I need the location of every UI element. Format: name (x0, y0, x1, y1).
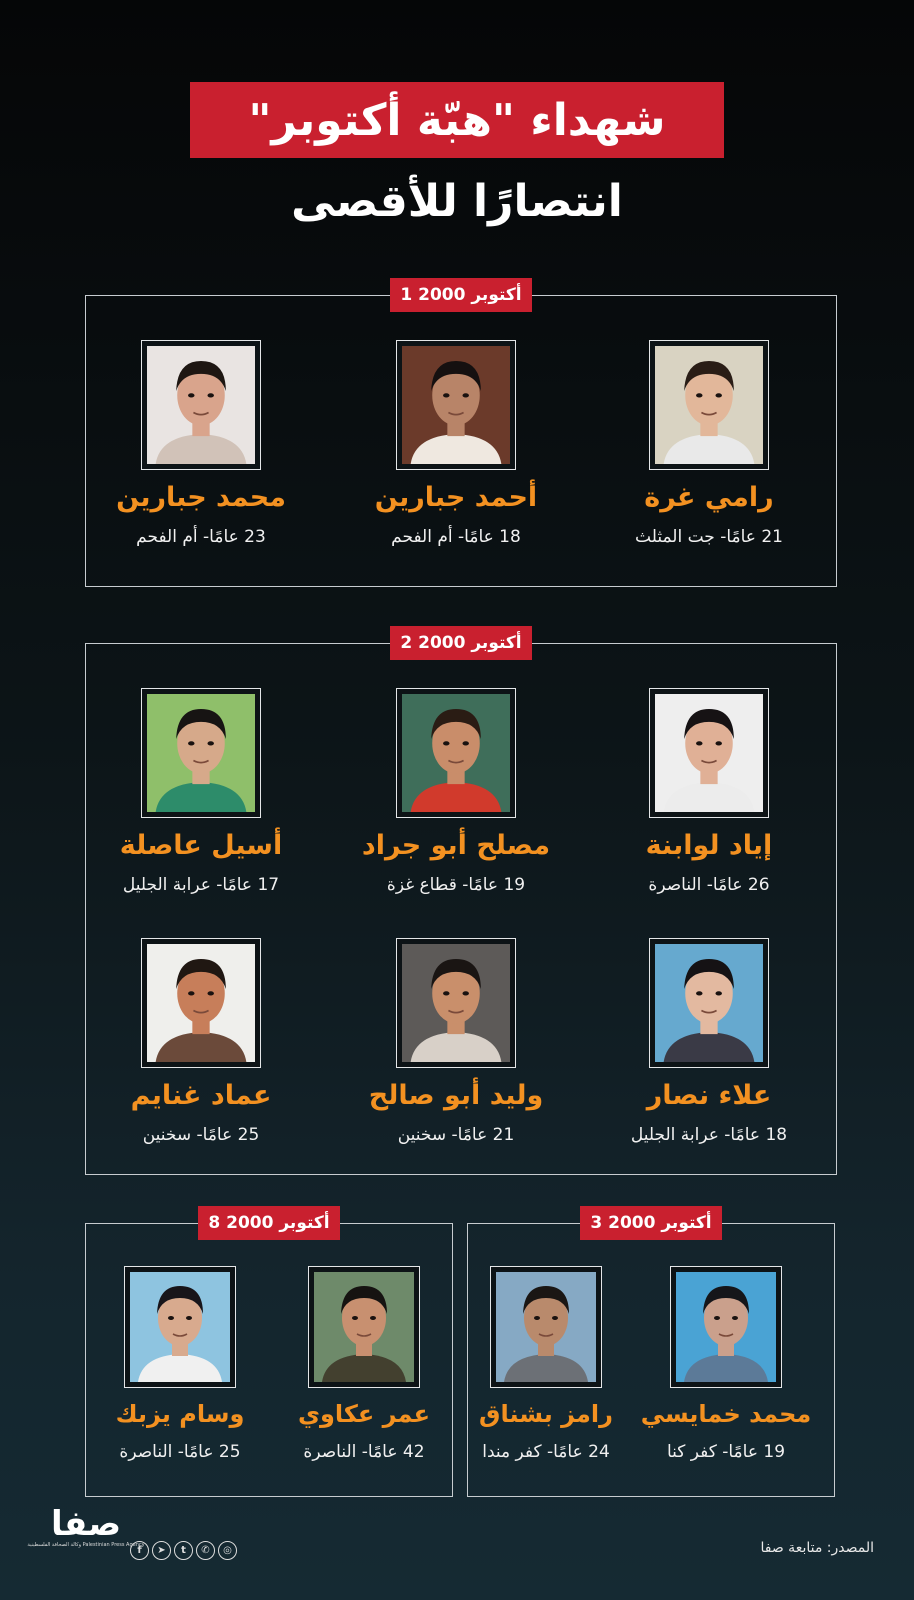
person-card (341, 340, 571, 547)
portrait-photo (670, 1266, 782, 1388)
whatsapp-icon[interactable]: ✆ (196, 1541, 215, 1560)
source-credit: المصدر: متابعة صفا (760, 1540, 874, 1556)
person-name: مصلح أبو جراد (361, 830, 551, 861)
portrait-photo (649, 688, 769, 818)
portrait-photo (396, 688, 516, 818)
person-name: أسيل عاصلة (119, 830, 283, 861)
person-info: 21 عامًا- سخنين (397, 1125, 515, 1145)
group-oct-1 (85, 285, 837, 587)
portrait-photo (141, 688, 261, 818)
date-tag: 8 أكتوبر 2000 (198, 1206, 340, 1240)
person-card (264, 1266, 464, 1462)
portrait-photo (649, 340, 769, 470)
tumblr-icon[interactable]: t (174, 1541, 193, 1560)
telegram-icon[interactable]: ➤ (152, 1541, 171, 1560)
person-card (594, 938, 824, 1145)
portrait-photo (308, 1266, 420, 1388)
facebook-icon[interactable]: f (130, 1541, 149, 1560)
person-card (86, 688, 316, 895)
person-info: 19 عامًا- كفر كنا (666, 1442, 786, 1462)
person-info: 25 عامًا- الناصرة (119, 1442, 241, 1462)
person-card (80, 1266, 280, 1462)
portrait-photo (124, 1266, 236, 1388)
portrait-photo (141, 340, 261, 470)
person-info: 18 عامًا- أم الفحم (391, 527, 521, 547)
person-name: وليد أبو صالح (368, 1080, 544, 1111)
logo-subtitle: وكالة الصحافة الفلسطينية Palestinian Press Agency (27, 1542, 145, 1548)
portrait-photo (141, 938, 261, 1068)
person-info: 26 عامًا- الناصرة (648, 875, 770, 895)
person-name: إياد لوابنة (645, 830, 773, 861)
logo-mark: صفا (50, 1504, 122, 1544)
portrait-photo (396, 938, 516, 1068)
person-name: محمد جبارين (116, 482, 286, 513)
instagram-icon[interactable]: ◎ (218, 1541, 237, 1560)
date-tag: 2 أكتوبر 2000 (390, 626, 532, 660)
person-name: وسام يزبك (115, 1400, 245, 1428)
page-title: شهداء "هبّة أكتوبر" (248, 94, 666, 146)
person-name: أحمد جبارين (374, 482, 538, 513)
person-info: 25 عامًا- سخنين (142, 1125, 260, 1145)
portrait-photo (490, 1266, 602, 1388)
person-card (446, 1266, 646, 1462)
person-card (341, 688, 571, 895)
page-subtitle: انتصارًا للأقصى (291, 175, 623, 227)
person-info: 24 عامًا- كفر مندا (482, 1442, 610, 1462)
safa-logo (27, 1504, 145, 1558)
person-info: 18 عامًا- عرابة الجليل (630, 1125, 788, 1145)
person-name: عمر عكاوي (297, 1400, 431, 1428)
person-name: رامز بشناق (479, 1400, 613, 1428)
person-card (626, 1266, 826, 1462)
person-card (341, 938, 571, 1145)
person-info: 21 عامًا- جت المثلث (635, 527, 783, 547)
person-card (594, 688, 824, 895)
date-tag: 1 أكتوبر 2000 (390, 278, 532, 312)
group-oct-8 (85, 1213, 453, 1497)
person-info: 42 عامًا- الناصرة (303, 1442, 425, 1462)
portrait-photo (396, 340, 516, 470)
person-info: 17 عامًا- عرابة الجليل (122, 875, 280, 895)
person-name: محمد خمايسي (640, 1400, 812, 1428)
person-card (86, 340, 316, 547)
person-card (86, 938, 316, 1145)
group-oct-3 (467, 1213, 835, 1497)
social-links (130, 1541, 237, 1560)
date-tag: 3 أكتوبر 2000 (580, 1206, 722, 1240)
title-banner (190, 82, 724, 158)
person-name: رامي غرة (644, 482, 774, 513)
group-oct-2 (85, 633, 837, 1175)
person-name: عماد غنايم (130, 1080, 272, 1111)
person-info: 23 عامًا- أم الفحم (136, 527, 266, 547)
portrait-photo (649, 938, 769, 1068)
person-name: علاء نصار (646, 1080, 772, 1111)
person-info: 19 عامًا- قطاع غزة (386, 875, 526, 895)
person-card (594, 340, 824, 547)
